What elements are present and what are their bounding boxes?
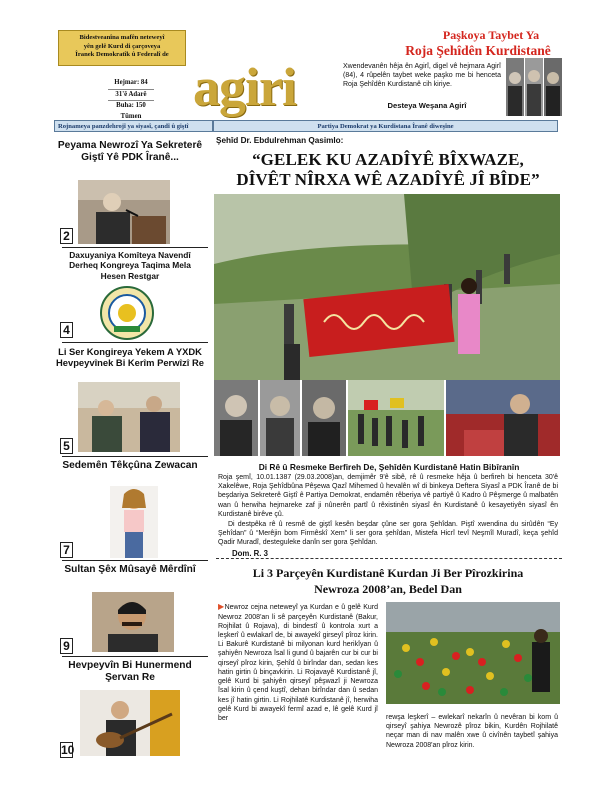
section-divider (216, 558, 562, 560)
sidebar-item-3-page[interactable]: 5 (60, 438, 73, 454)
sidebar-item-4-title[interactable]: Sedemên Têkçûna Zewacan (62, 460, 198, 471)
sidebar-divider (62, 560, 208, 561)
publisher-band: Partiya Demokrat ya Kurdistana Îranê diweşîne (213, 120, 558, 132)
issue-number: Hejmar: 84 (108, 78, 154, 90)
strip-portrait-1 (214, 380, 258, 456)
issue-date: 31'ê Adarê (108, 90, 154, 102)
main-body-paragraph-1: Roja şemî, 10.01.1387 (29.03.2008)an, demjimêr 9'ê sibê, rê û resmeke hêja û berfireh bi henceta 30'ê Xakelêwe, Roja Şehîdbûna Pêşewa Qazî Mihemed û hevalên wî di binkeya Deftera Siyasî a PDK Îranê de bi beşdariya Sekreterê Giştî ê Partiya Demokrat, endamên rêberiya vê partiyê û Kadro û Pêşmerge û malbatên wan û herwiha hejmareke zaf ji nûnerên partî û rêxistinên siyasî ên Kurdistanê û kesayetiyên siyasî ên Kurdistanê birêve çû. (218, 474, 558, 518)
sidebar-item-1-photo (78, 180, 170, 244)
main-continued-reference[interactable]: Dom. R. 3 (232, 549, 268, 558)
header-portraits (506, 58, 562, 116)
newspaper-logo: agiri (193, 57, 296, 117)
sidebar-item-2-page[interactable]: 4 (60, 322, 73, 338)
main-sub-headline: Di Rê û Resmeke Berfireh De, Şehîdên Kurdistanê Hatin Bibîranîn (258, 462, 520, 472)
main-body-paragraph-2: Di destpêka rê û resmê de giştî kesên beşdar çûne ser gora Şehîdan. Piştî xwendina du sirûdên “Ey Şehîdan” û “Merêjin bom Firmêskî Xem” li ser gora şehîdan, Mistefa Hicrî tevî Neşmîl Muradî, keça şehîd Qadir Muradî, desteguleke danîn ser gora Şehîdan. (218, 521, 558, 547)
sidebar-divider (62, 247, 208, 248)
sidebar-item-6-photo (80, 690, 180, 756)
publisher-line-3: Îranek Demokratîk û Federalî de (75, 51, 169, 59)
intro-signature: Desteya Weşana Agirî (387, 101, 467, 110)
sidebar-item-6-page[interactable]: 10 (61, 743, 75, 757)
header-portrait-2 (525, 58, 543, 116)
sidebar-item-3-title[interactable]: Li Ser Kongireya Yekem A YXDK Hevpeyvînek Bi Kerîm Perwîzî Re (56, 346, 204, 369)
main-photo-march (214, 194, 560, 380)
sidebar-item-1-title[interactable]: Peyama Newrozî Ya Sekreterê Giştî Yê PDK Îranê... (57, 140, 203, 164)
strip-speaker (446, 380, 560, 456)
strip-portrait-2 (260, 380, 300, 456)
publisher-line-1: Bidestveanîna mafên neteweyî (79, 34, 165, 41)
sidebar-divider (62, 656, 208, 657)
sidebar-item-2-emblem (100, 286, 154, 340)
issue-info (108, 78, 154, 123)
second-body-left (218, 602, 378, 723)
second-body-left-text: Newroz cejna neteweyî ya Kurdan e û gelê Kurd Newroz 2008'an li sê parçeyên Kurdistanê (Bakur, Rojhilat û Rojava), di bindestî û kontrola xurt a leşkerî û ewlakarî de, bi awayekî girseyî pîroz kirin. Li Bakurê Kurdistanê bi milyonan kurd herikîyan û şahiyên Newroza îsal li gund û bajarên cur bi cur bi qirseyî pîroz kirin, Şehîd û birîndar dan, sedan kes hatin girtin û binçavkirin. Li Rojavayê Kurdistanê jî, gelê Kurd bi şahiyên qirseyî pêşwazî ji Newroza îsal kirin û çend kuştî, dehan birîndar dan û sedan kes jî hatin girtin. Li Rojhilatê Kurdistanê jî, herwiha gelê Kurd bi awayekî fermî azad e, lê gelê Kurd jî ber (218, 604, 379, 723)
publisher-box (58, 30, 186, 66)
second-headline-line-2: Newroza 2008’an, Bedel Dan (314, 582, 462, 596)
sidebar-divider (62, 456, 208, 457)
sidebar-item-4-page[interactable]: 7 (60, 542, 73, 558)
photo-strip (214, 380, 560, 456)
main-byline: Şehîd Dr. Ebdulrehman Qasimlo: (216, 136, 344, 145)
intro-note: Xwendevanên hêja ên Agirî, digel vê hejmara Agirî (84), 4 rûpelên taybet weke paşko me bi henceta Roja Şehîdên Kurdistanê cih kiriye. (343, 63, 501, 89)
sidebar-item-6-title[interactable]: Hevpeyvîn Bi Hunermend Şervan Re (68, 660, 192, 684)
special-edition-title: Roja Şehîdên Kurdistanê (405, 43, 551, 58)
second-headline-line-1: Li 3 Parçeyên Kurdistanê Kurdan Ji Ber Pîrozkirina (252, 566, 524, 580)
play-arrow-icon: ▶ (218, 602, 225, 611)
special-edition-label: Paşkoya Taybet Ya (442, 28, 540, 42)
tagline-band: Rojnameya panzdehrojî ya siyasî, çandî û giştî (54, 120, 213, 132)
sidebar-item-1-page[interactable]: 2 (60, 228, 73, 244)
sidebar-item-5-page[interactable]: 9 (60, 638, 73, 654)
issue-price: Buha: 150 Tûmen (108, 101, 154, 123)
strip-portrait-3 (302, 380, 346, 456)
sidebar-item-5-photo (92, 592, 174, 652)
sidebar-item-5-title[interactable]: Sultan Şêx Mûsayê Mêrdînî (64, 564, 196, 575)
main-headline-line-1: “GELEK KU AZADÎYÊ BÎXWAZE, (252, 150, 524, 169)
sidebar-item-3-photo (78, 382, 180, 452)
strip-crowd (348, 380, 444, 456)
header-portrait-1 (506, 58, 524, 116)
main-headline-line-2: DÎVÊT NÎRXA WÊ AZADÎYÊ JÎ BÎDE” (236, 170, 540, 189)
second-body-right: rewşa leşkerî – ewlekarî nekarîn û nevêran bi kom û qirseyî şahiya Newrozê pîroz bikin, Kurdên Rojhilatê neçar man di nav malên xwe û civînên taybetî şahiya Newroza 2008'an pîroz kirin. (386, 714, 558, 749)
newroz-crowd-photo (386, 602, 560, 704)
sidebar-divider (62, 342, 208, 343)
sidebar-item-2-title[interactable]: Daxuyaniya Komîteya Navendî Derheq Kongreya Taqima Mela Hesen Restgar (69, 250, 191, 281)
publisher-line-2: yên gelê Kurd di çarçoveya (83, 42, 161, 50)
sidebar-item-4-photo (110, 486, 158, 558)
header-portrait-3 (544, 58, 562, 116)
